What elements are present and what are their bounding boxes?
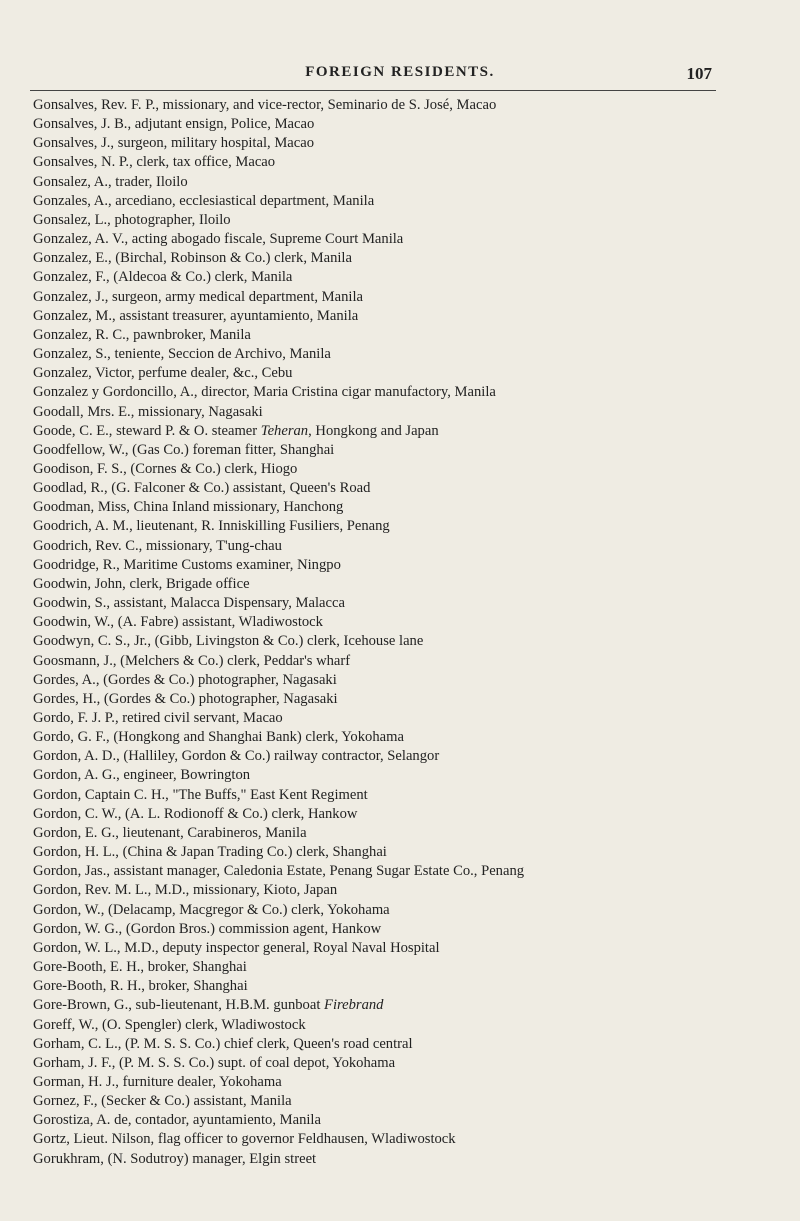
directory-entry: Goodwyn, C. S., Jr., (Gibb, Livingston & Co.) clerk, Icehouse lane	[33, 633, 424, 650]
directory-entry: Gonzalez, Victor, perfume dealer, &c., Cebu	[33, 365, 293, 382]
directory-entry: Gonzalez, J., surgeon, army medical department, Manila	[33, 288, 364, 305]
directory-entry: Gordon, A. G., engineer, Bowrington	[33, 767, 251, 784]
directory-entry: Gore-Booth, E. H., broker, Shanghai	[33, 959, 247, 976]
directory-entry: Gordon, W., (Delacamp, Macgregor & Co.) clerk, Yokohama	[33, 901, 390, 918]
directory-entry: Goodrich, A. M., lieutenant, R. Inniskilling Fusiliers, Penang	[33, 518, 390, 535]
directory-entry: Gorman, H. J., furniture dealer, Yokohama	[33, 1073, 282, 1090]
directory-entry: Goodridge, R., Maritime Customs examiner, Ningpo	[33, 556, 341, 573]
directory-entry: Gordon, Rev. M. L., M.D., missionary, Kioto, Japan	[33, 882, 338, 899]
header-rule	[30, 90, 716, 91]
directory-entry: Goode, C. E., steward P. & O. steamer Teheran, Hongkong and Japan	[33, 422, 439, 439]
directory-entry: Gortz, Lieut. Nilson, flag officer to governor Feldhausen, Wladiwostock	[33, 1131, 456, 1148]
directory-entry: Gordon, W. G., (Gordon Bros.) commission agent, Hankow	[33, 920, 382, 937]
directory-list	[33, 96, 793, 1169]
directory-entry: Gordes, H., (Gordes & Co.) photographer, Nagasaki	[33, 690, 338, 707]
directory-entry: Gorukhram, (N. Sodutroy) manager, Elgin street	[33, 1150, 317, 1167]
directory-entry: Gordes, A., (Gordes & Co.) photographer, Nagasaki	[33, 671, 337, 688]
directory-entry: Gordon, Jas., assistant manager, Caledonia Estate, Penang Sugar Estate Co., Penang	[33, 863, 525, 880]
page-number: 107	[686, 64, 712, 83]
directory-entry: Gorostiza, A. de, contador, ayuntamiento, Manila	[33, 1112, 321, 1129]
directory-entry: Goodrich, Rev. C., missionary, T'ung-chau	[33, 537, 282, 554]
directory-entry: Goodwin, John, clerk, Brigade office	[33, 575, 250, 592]
directory-entry: Goodlad, R., (G. Falconer & Co.) assistant, Queen's Road	[33, 480, 371, 497]
directory-entry: Gore-Booth, R. H., broker, Shanghai	[33, 978, 248, 995]
directory-entry: Gonsalves, J. B., adjutant ensign, Police, Macao	[33, 116, 315, 133]
directory-entry: Goodman, Miss, China Inland missionary, Hanchong	[33, 499, 344, 516]
directory-entry: Gorham, J. F., (P. M. S. S. Co.) supt. of coal depot, Yokohama	[33, 1054, 396, 1071]
directory-entry: Gonzales, A., arcediano, ecclesiastical department, Manila	[33, 192, 375, 209]
directory-entry: Goodfellow, W., (Gas Co.) foreman fitter, Shanghai	[33, 441, 335, 458]
directory-entry: Gordo, G. F., (Hongkong and Shanghai Bank) clerk, Yokohama	[33, 729, 404, 746]
directory-entry: Gordon, W. L., M.D., deputy inspector general, Royal Naval Hospital	[33, 939, 440, 956]
directory-entry: Gordon, H. L., (China & Japan Trading Co.) clerk, Shanghai	[33, 844, 387, 861]
directory-entry: Gonsalves, J., surgeon, military hospital, Macao	[33, 135, 315, 152]
directory-entry: Goosmann, J., (Melchers & Co.) clerk, Peddar's wharf	[33, 652, 351, 669]
directory-entry: Gordon, Captain C. H., "The Buffs," East Kent Regiment	[33, 786, 368, 803]
directory-entry: Gordon, E. G., lieutenant, Carabineros, Manila	[33, 824, 307, 841]
directory-entry: Gornez, F., (Secker & Co.) assistant, Manila	[33, 1093, 292, 1110]
running-title: FOREIGN RESIDENTS.	[305, 64, 495, 80]
directory-entry: Goreff, W., (O. Spengler) clerk, Wladiwostock	[33, 1016, 306, 1033]
directory-entry: Gorham, C. L., (P. M. S. S. Co.) chief clerk, Queen's road central	[33, 1035, 413, 1052]
directory-entry: Gonzalez, E., (Birchal, Robinson & Co.) clerk, Manila	[33, 250, 352, 267]
directory-entry: Gonsalez, A., trader, Iloilo	[33, 173, 188, 190]
directory-entry: Gonzalez y Gordoncillo, A., director, Maria Cristina cigar manufactory, Manila	[33, 384, 496, 401]
directory-entry: Gordon, C. W., (A. L. Rodionoff & Co.) clerk, Hankow	[33, 805, 358, 822]
directory-entry: Gonzalez, R. C., pawnbroker, Manila	[33, 326, 251, 343]
directory-entry: Gonzalez, A. V., acting abogado fiscale, Supreme Court Manila	[33, 231, 404, 248]
directory-entry: Gonzalez, S., teniente, Seccion de Archivo, Manila	[33, 346, 331, 363]
directory-entry: Gonzalez, M., assistant treasurer, ayuntamiento, Manila	[33, 307, 359, 324]
directory-entry: Goodison, F. S., (Cornes & Co.) clerk, Hiogo	[33, 460, 298, 477]
directory-entry: Goodwin, W., (A. Fabre) assistant, Wladiwostock	[33, 614, 323, 631]
directory-entry: Goodwin, S., assistant, Malacca Dispensary, Malacca	[33, 595, 345, 612]
directory-entry: Gonzalez, F., (Aldecoa & Co.) clerk, Manila	[33, 269, 293, 286]
directory-entry: Gonsalves, N. P., clerk, tax office, Macao	[33, 154, 276, 171]
directory-entry: Gore-Brown, G., sub-lieutenant, H.B.M. gunboat Firebrand	[33, 997, 384, 1014]
directory-entry: Gonsalves, Rev. F. P., missionary, and vice-rector, Seminario de S. José, Macao	[33, 97, 497, 113]
page-header	[0, 64, 800, 90]
directory-entry: Gonsalez, L., photographer, Iloilo	[33, 211, 231, 228]
directory-entry: Gordon, A. D., (Halliley, Gordon & Co.) railway contractor, Selangor	[33, 748, 440, 765]
directory-entry: Gordo, F. J. P., retired civil servant, Macao	[33, 710, 283, 726]
directory-entry: Goodall, Mrs. E., missionary, Nagasaki	[33, 403, 263, 420]
